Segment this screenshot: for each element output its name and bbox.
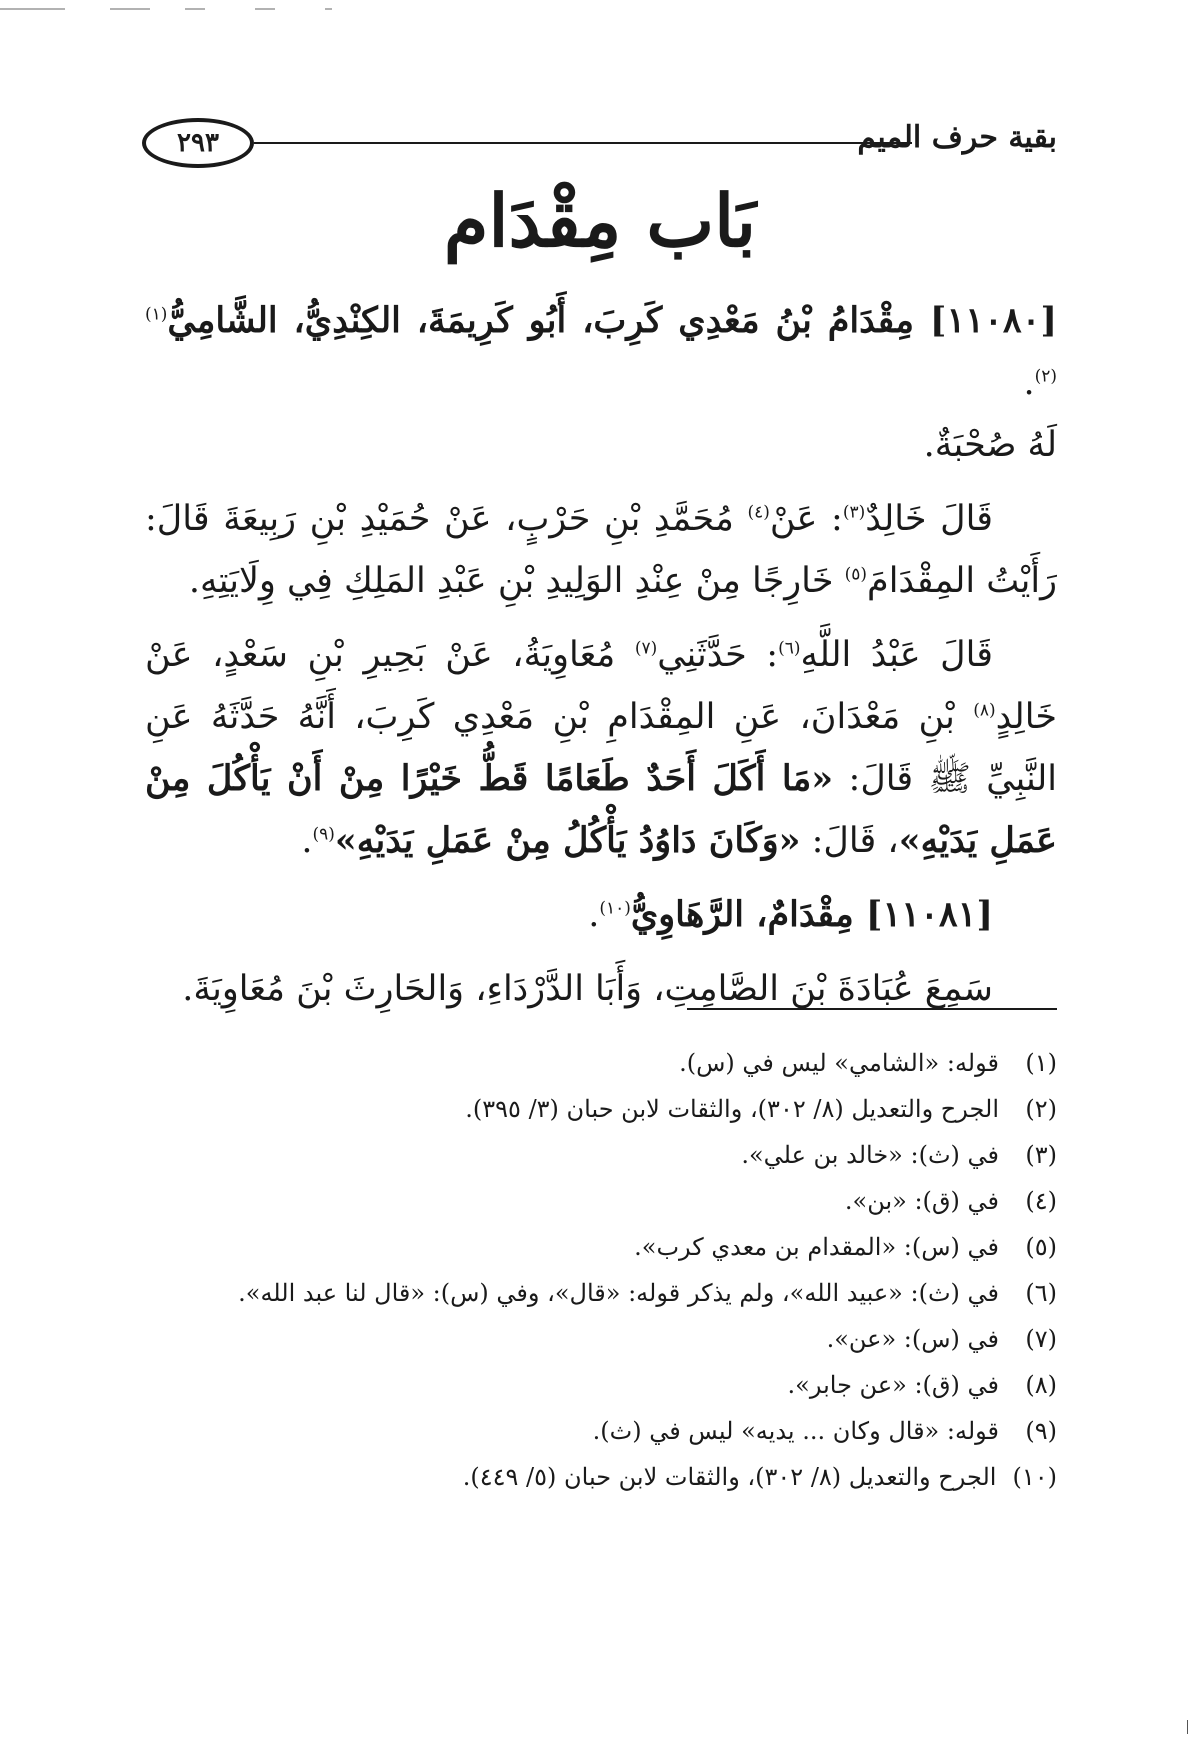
footnote-number: (١٠) — [1012, 1463, 1057, 1491]
text-run: . — [301, 821, 313, 861]
footnote-item — [142, 1224, 1057, 1270]
paragraph-khalid — [145, 488, 1057, 612]
text-run: ، قَالَ: — [800, 821, 899, 861]
text-run: مُحَمَّدِ بْنِ حَرْبٍ، عَنْ حُمَيْدِ بْنِ رَبِيعَةَ قَالَ: رَأَيْتُ المِقْدَامَ — [145, 499, 1057, 601]
footnote-ref: (١)(٢) — [145, 304, 1057, 387]
text-run: قَالَ خَالِدٌ — [865, 499, 993, 539]
footnote-item — [142, 1454, 1057, 1500]
text-run: بْنِ مَعْدَانَ، عَنِ المِقْدَامِ بْنِ مَعْدِي كَرِبَ، أَنَّهُ حَدَّثَهُ عَنِ النَّبِيِّ ﷺ قَالَ: — [145, 697, 1057, 799]
footnote-item — [142, 1178, 1057, 1224]
footnote-ref: (٤) — [747, 502, 770, 523]
scan-artifact-dashes — [0, 8, 380, 11]
footnote-number: (٣) — [1025, 1141, 1057, 1169]
footnote-item — [142, 1040, 1057, 1086]
footnote-text: في (ق): «عن جابر». — [787, 1371, 999, 1399]
footnote-item — [142, 1408, 1057, 1454]
hadith-quote: «وَكَانَ دَاوُدُ يَأْكُلُ مِنْ عَمَلِ يَدَيْهِ» — [334, 820, 801, 861]
paragraph-abdullah — [145, 624, 1057, 872]
footnote-number: (١) — [1025, 1049, 1057, 1077]
footnote-text: الجرح والتعديل (٨/ ٣٠٢)، والثقات لابن حبان (٥/ ٤٤٩). — [462, 1463, 997, 1491]
running-title: بقية حرف الميم — [857, 120, 1057, 155]
header-rule — [254, 142, 912, 144]
footnote-text: في (ق): «بن». — [844, 1187, 999, 1215]
entry-11081-end: . — [588, 895, 600, 935]
footnote-number: (٦) — [1025, 1279, 1057, 1307]
scan-artifact-tick — [1187, 1720, 1188, 1734]
text-run: : عَنْ — [769, 499, 843, 539]
footnote-ref: (٩) — [312, 824, 335, 845]
text-run: : حَدَّثَنِي — [657, 635, 779, 675]
page-header — [142, 118, 1057, 170]
footnote-text: قوله: «قال وكان ... يديه» ليس في (ث). — [592, 1417, 999, 1445]
hadith-quote: «مَا أَكَلَ أَحَدٌ طَعَامًا قَطُّ خَيْرًا مِنْ أَنْ يَأْكُلَ مِنْ عَمَلِ يَدَيْهِ» — [145, 758, 1057, 861]
footnote-item — [142, 1086, 1057, 1132]
entry-11081 — [145, 884, 1057, 946]
entry-11080-label: [١١٠٨٠] مِقْدَامُ بْنُ مَعْدِي كَرِبَ، أَبُو كَرِيمَةَ، الكِنْدِيُّ، الشَّامِيُّ — [167, 300, 1057, 341]
footnote-number: (٢) — [1025, 1095, 1057, 1123]
page-number: ٢٩٣ — [142, 118, 254, 168]
footnote-ref: (٥) — [844, 564, 868, 585]
footnote-separator — [687, 1008, 1057, 1010]
entry-11080-end: . — [1023, 363, 1035, 403]
text-run: خَارِجًا مِنْ عِنْدِ الوَلِيدِ بْنِ عَبْدِ المَلِكِ فِي وِلَايَتِهِ. — [188, 561, 845, 601]
footnote-item — [142, 1316, 1057, 1362]
footnote-number: (٨) — [1025, 1371, 1057, 1399]
footnote-ref: (٦) — [778, 638, 801, 659]
chapter-title: بَاب مِقْدَام — [443, 178, 757, 263]
footnote-text: الجرح والتعديل (٨/ ٣٠٢)، والثقات لابن حبان (٣/ ٣٩٥). — [465, 1095, 999, 1123]
footnote-text: قوله: «الشامي» ليس في (س). — [679, 1049, 999, 1077]
companion-note: لَهُ صُحْبَةٌ. — [923, 425, 1057, 465]
main-text — [145, 290, 1057, 1032]
footnotes — [142, 1040, 1057, 1500]
footnote-text: في (ث): «عبيد الله»، ولم يذكر قوله: «قال»، وفي (س): «قال لنا عبد الله». — [238, 1279, 999, 1307]
footnote-number: (٥) — [1025, 1233, 1057, 1261]
footnote-number: (٧) — [1025, 1325, 1057, 1353]
footnote-text: في (س): «المقدام بن معدي كرب». — [634, 1233, 999, 1261]
footnote-item — [142, 1132, 1057, 1178]
footnote-item — [142, 1362, 1057, 1408]
footnote-number: (٤) — [1025, 1187, 1057, 1215]
heard-from: سَمِعَ عُبَادَةَ بْنَ الصَّامِتِ، وَأَبَا الدَّرْدَاءِ، وَالحَارِثَ بْنَ مُعَاوِيَةَ. — [182, 969, 993, 1009]
text-run: قَالَ عَبْدُ اللَّهِ — [800, 635, 993, 675]
footnote-ref: (٨) — [973, 700, 996, 721]
footnote-ref: (٧) — [634, 638, 658, 659]
entry-11081-label: [١١٠٨١] مِقْدَامٌ، الرَّهَاوِيُّ — [630, 894, 993, 935]
footnote-ref: (٣) — [842, 502, 866, 523]
entry-11080 — [145, 290, 1057, 476]
footnote-text: في (ث): «خالد بن علي». — [741, 1141, 999, 1169]
footnote-ref: (١٠) — [599, 898, 631, 919]
footnote-item — [142, 1270, 1057, 1316]
footnote-number: (٩) — [1025, 1417, 1057, 1445]
footnote-text: في (س): «عن». — [826, 1325, 999, 1353]
text-run: مُعَاوِيَةُ، عَنْ بَحِيرِ بْنِ سَعْدٍ، عَنْ خَالِدٍ — [145, 635, 1057, 737]
